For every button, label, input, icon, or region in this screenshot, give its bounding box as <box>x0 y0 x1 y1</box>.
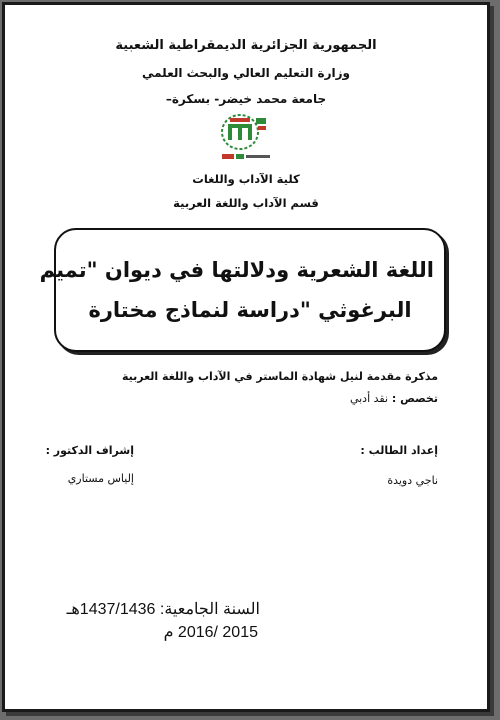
logo-graphic <box>210 110 286 170</box>
title-line-1: اللغة الشعرية ودلالتها في ديوان "تميم <box>39 258 434 282</box>
supervisor-label: إشراف الدكتور : <box>45 444 134 457</box>
department-name: قسم الآداب واللغة العربية <box>173 196 319 210</box>
university-name: جامعة محمد خيضر- بسكرة– <box>165 92 327 106</box>
title-line-2: البرغوثي "دراسة لنماذج مختارة <box>88 298 412 322</box>
specialization-label: تخصص : <box>388 392 438 405</box>
university-logo-icon <box>210 110 286 170</box>
supervisor-name: إلياس مستاري <box>67 472 134 485</box>
faculty-name: كلية الآداب واللغات <box>192 172 300 186</box>
academic-year-gregorian: 2015 /2016 م <box>163 624 258 641</box>
ministry-name: وزارة التعليم العالي والبحث العلمي <box>141 66 351 80</box>
title-box <box>39 228 446 352</box>
republic-name: الجمهورية الجزائرية الديمقراطية الشعبية <box>115 38 377 53</box>
document-page <box>2 2 490 712</box>
thesis-description: مذكرة مقدمة لنيل شهادة الماستر في الآداب واللغة العربية <box>121 370 438 383</box>
student-label: إعداد الطالب : <box>360 444 438 457</box>
specialization-value: نقد أدبي <box>349 392 389 405</box>
academic-year-hijri: السنة الجامعية: 1437/1436هـ <box>66 601 260 618</box>
specialization <box>350 392 438 405</box>
student-name: ناجي دويدة <box>387 474 438 487</box>
